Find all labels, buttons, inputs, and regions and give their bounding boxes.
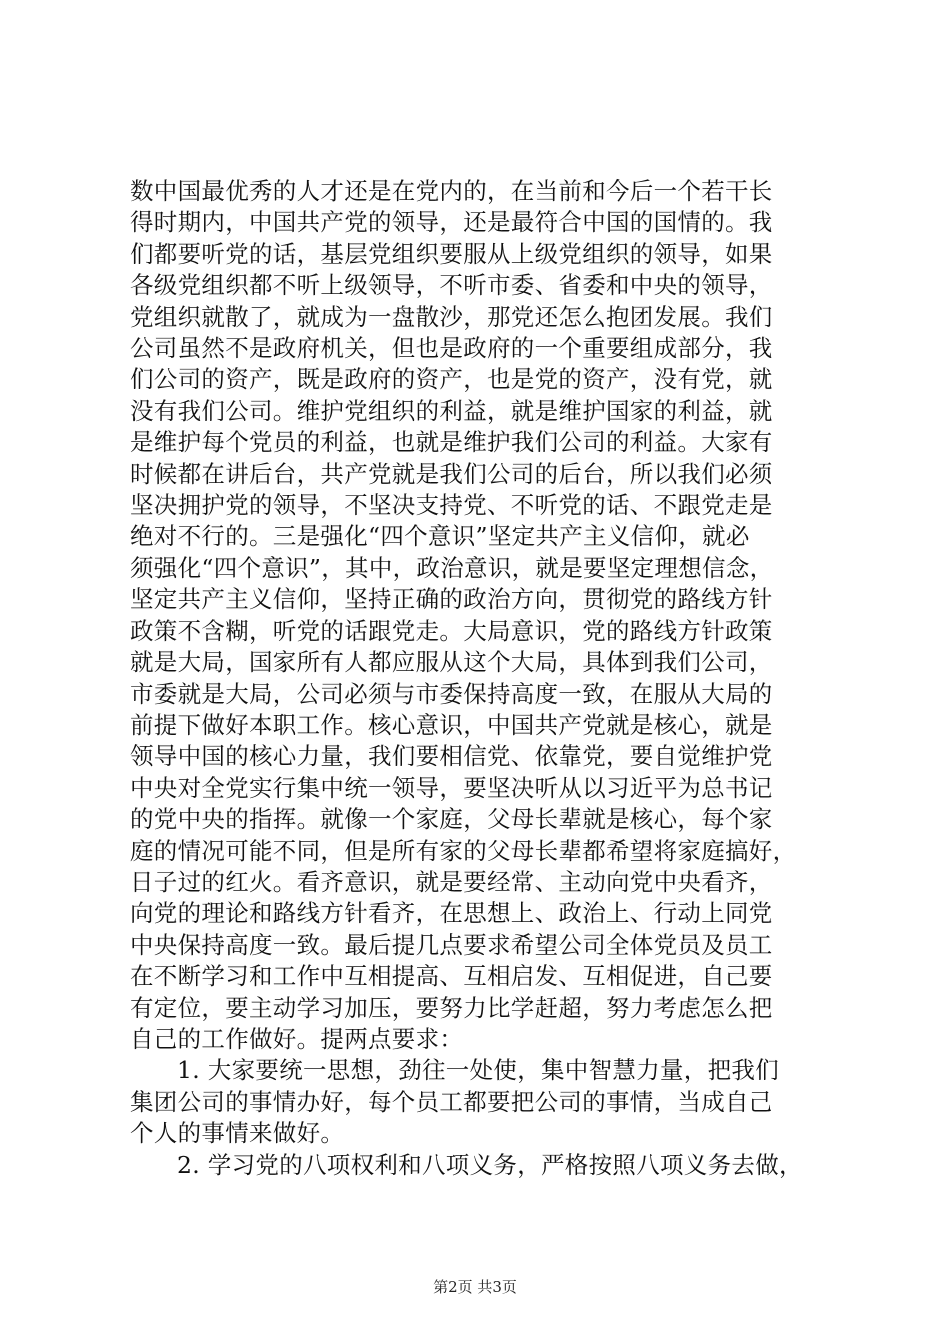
list-item-1-line: 个人的事情来做好。 [130,1119,345,1148]
body-line: 时候都在讲后台，共产党就是我们公司的后台，所以我们必须 [130,459,773,488]
body-line: 们公司的资产，既是政府的资产，也是党的资产，没有党，就 [130,365,773,394]
body-line: 自己的工作做好。提两点要求： [130,1024,464,1053]
body-line: 得时期内，中国共产党的领导，还是最符合中国的国情的。我 [130,208,773,237]
body-line: 们都要听党的话，基层党组织要服从上级党组织的领导，如果 [130,239,773,268]
page-footer [0,1276,950,1297]
body-line: 日子过的红火。看齐意识，就是要经常、主动向党中央看齐， [130,867,773,896]
body-line: 中央保持高度一致。最后提几点要求希望公司全体党员及员工 [130,930,773,959]
body-line: 各级党组织都不听上级领导，不听市委、省委和中央的领导， [130,271,773,300]
list-item-1-line: 集团公司的事情办好，每个员工都要把公司的事情，当成自己 [130,1087,773,1116]
body-line: 中央对全党实行集中统一领导，要坚决听从以习近平为总书记 [130,773,773,802]
body-line: 党组织就散了，就成为一盘散沙，那党还怎么抱团发展。我们 [130,302,773,331]
body-line: 坚定共产主义信仰，坚持正确的政治方向，贯彻党的路线方针 [130,585,773,614]
body-line: 前提下做好本职工作。核心意识，中国共产党就是核心，就是 [130,710,773,739]
body-line: 领导中国的核心力量，我们要相信党、依靠党，要自觉维护党 [130,742,773,771]
page-number-label: 第2页 共3页 [433,1278,517,1296]
body-line: 向党的理论和路线方针看齐，在思想上、政治上、行动上同党 [130,899,773,928]
body-line: 公司虽然不是政府机关，但也是政府的一个重要组成部分，我 [130,334,773,363]
body-line: 须强化“四个意识”，其中，政治意识，就是要坚定理想信念， [130,553,774,582]
list-item-2-line: 2. 学习党的八项权利和八项义务，严格按照八项义务去做， [177,1150,803,1179]
body-line: 绝对不行的。三是强化“四个意识”坚定共产主义信仰，就必 [130,522,750,551]
body-line: 数中国最优秀的人才还是在党内的，在当前和今后一个若干长 [130,177,773,205]
body-line: 政策不含糊，听党的话跟党走。大局意识，党的路线方针政策 [130,616,773,645]
body-line: 市委就是大局，公司必须与市委保持高度一致，在服从大局的 [130,679,773,708]
body-line: 在不断学习和工作中互相提高、互相启发、互相促进，自己要 [130,962,773,991]
document-body [130,176,830,1181]
body-line: 有定位，要主动学习加压，要努力比学赶超，努力考虑怎么把 [130,993,773,1022]
list-item-1-line: 1. 大家要统一思想，劲往一处使，集中智慧力量，把我们 [177,1056,779,1085]
body-line: 没有我们公司。维护党组织的利益，就是维护国家的利益，就 [130,396,773,425]
body-line: 坚决拥护党的领导，不坚决支持党、不听党的话、不跟党走是 [130,491,773,520]
body-line: 的党中央的指挥。就像一个家庭，父母长辈就是核心，每个家 [130,805,773,834]
body-line: 庭的情况可能不同，但是所有家的父母长辈都希望将家庭搞好， [130,836,797,865]
body-line: 就是大局，国家所有人都应服从这个大局，具体到我们公司， [130,648,773,677]
body-line: 是维护每个党员的利益，也就是维护我们公司的利益。大家有 [130,428,773,457]
